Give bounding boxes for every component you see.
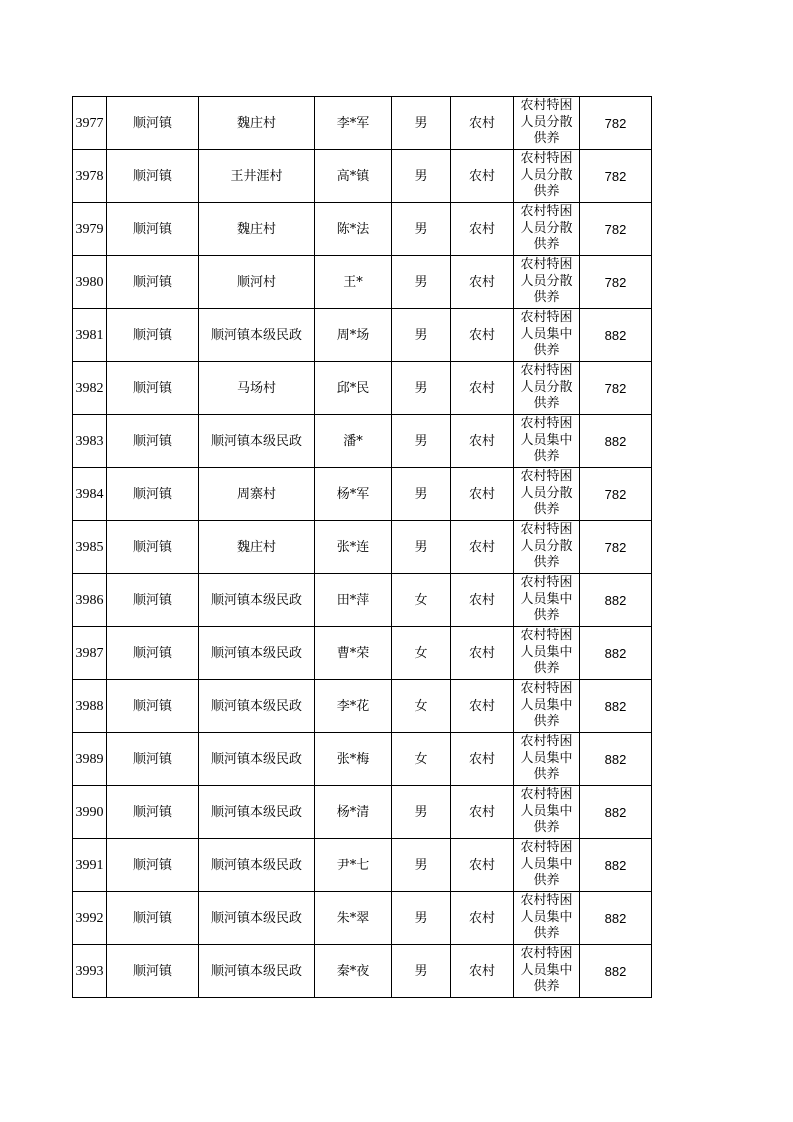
category-cell bbox=[514, 150, 580, 203]
category-line: 供养 bbox=[533, 820, 560, 835]
person-name-cell: 潘* bbox=[315, 415, 392, 468]
row-id-cell: 3981 bbox=[73, 309, 107, 362]
category-line: 供养 bbox=[533, 184, 560, 199]
area-type-cell: 农村 bbox=[451, 574, 514, 627]
category-line: 人员分散 bbox=[520, 379, 573, 395]
amount-cell: 882 bbox=[580, 892, 652, 945]
row-id-cell: 3977 bbox=[73, 97, 107, 150]
row-id-cell: 3991 bbox=[73, 839, 107, 892]
town-cell: 顺河镇 bbox=[107, 521, 199, 574]
category-cell bbox=[514, 574, 580, 627]
town-cell: 顺河镇 bbox=[107, 150, 199, 203]
amount-cell: 782 bbox=[580, 150, 652, 203]
category-line: 人员集中 bbox=[520, 326, 573, 342]
gender-cell: 女 bbox=[392, 733, 451, 786]
category-line: 农村特困 bbox=[520, 840, 573, 855]
town-cell: 顺河镇 bbox=[107, 309, 199, 362]
person-name-cell: 李*花 bbox=[315, 680, 392, 733]
category-line: 供养 bbox=[533, 131, 560, 146]
gender-cell: 男 bbox=[392, 150, 451, 203]
category-line: 农村特困 bbox=[520, 98, 573, 113]
area-type-cell: 农村 bbox=[451, 150, 514, 203]
village-cell: 顺河镇本级民政 bbox=[199, 309, 315, 362]
category-line: 农村特困 bbox=[520, 681, 573, 696]
amount-cell: 782 bbox=[580, 521, 652, 574]
amount-cell: 882 bbox=[580, 680, 652, 733]
category-line: 人员集中 bbox=[520, 962, 573, 978]
amount-cell: 882 bbox=[580, 415, 652, 468]
row-id-cell: 3993 bbox=[73, 945, 107, 998]
village-cell: 顺河镇本级民政 bbox=[199, 892, 315, 945]
category-line: 供养 bbox=[533, 555, 560, 570]
table-body bbox=[73, 97, 652, 998]
category-line: 供养 bbox=[533, 873, 560, 888]
row-id-cell: 3982 bbox=[73, 362, 107, 415]
amount-cell: 782 bbox=[580, 468, 652, 521]
table-row bbox=[73, 256, 652, 309]
table-row bbox=[73, 680, 652, 733]
beneficiary-table bbox=[72, 96, 652, 998]
person-name-cell: 杨*军 bbox=[315, 468, 392, 521]
row-id-cell: 3987 bbox=[73, 627, 107, 680]
gender-cell: 女 bbox=[392, 627, 451, 680]
category-line: 人员集中 bbox=[520, 432, 573, 448]
category-line: 农村特困 bbox=[520, 204, 573, 219]
table-row bbox=[73, 892, 652, 945]
gender-cell: 男 bbox=[392, 203, 451, 256]
town-cell: 顺河镇 bbox=[107, 627, 199, 680]
amount-cell: 882 bbox=[580, 945, 652, 998]
person-name-cell: 王* bbox=[315, 256, 392, 309]
row-id-cell: 3985 bbox=[73, 521, 107, 574]
category-line: 供养 bbox=[533, 449, 560, 464]
category-line: 人员集中 bbox=[520, 591, 573, 607]
town-cell: 顺河镇 bbox=[107, 839, 199, 892]
row-id-cell: 3978 bbox=[73, 150, 107, 203]
category-line: 人员分散 bbox=[520, 114, 573, 130]
person-name-cell: 田*萍 bbox=[315, 574, 392, 627]
person-name-cell: 曹*荣 bbox=[315, 627, 392, 680]
row-id-cell: 3992 bbox=[73, 892, 107, 945]
table-row bbox=[73, 203, 652, 256]
person-name-cell: 李*军 bbox=[315, 97, 392, 150]
row-id-cell: 3988 bbox=[73, 680, 107, 733]
category-line: 人员集中 bbox=[520, 856, 573, 872]
gender-cell: 男 bbox=[392, 839, 451, 892]
area-type-cell: 农村 bbox=[451, 415, 514, 468]
village-cell: 顺河镇本级民政 bbox=[199, 945, 315, 998]
town-cell: 顺河镇 bbox=[107, 680, 199, 733]
category-line: 农村特困 bbox=[520, 416, 573, 431]
village-cell: 顺河镇本级民政 bbox=[199, 627, 315, 680]
amount-cell: 882 bbox=[580, 733, 652, 786]
area-type-cell: 农村 bbox=[451, 256, 514, 309]
area-type-cell: 农村 bbox=[451, 203, 514, 256]
town-cell: 顺河镇 bbox=[107, 362, 199, 415]
category-line: 农村特困 bbox=[520, 363, 573, 378]
area-type-cell: 农村 bbox=[451, 362, 514, 415]
town-cell: 顺河镇 bbox=[107, 415, 199, 468]
town-cell: 顺河镇 bbox=[107, 733, 199, 786]
category-cell bbox=[514, 627, 580, 680]
category-line: 人员分散 bbox=[520, 538, 573, 554]
gender-cell: 女 bbox=[392, 574, 451, 627]
category-cell bbox=[514, 468, 580, 521]
category-cell bbox=[514, 362, 580, 415]
amount-cell: 882 bbox=[580, 627, 652, 680]
category-line: 农村特困 bbox=[520, 628, 573, 643]
category-cell bbox=[514, 256, 580, 309]
person-name-cell: 周*场 bbox=[315, 309, 392, 362]
area-type-cell: 农村 bbox=[451, 97, 514, 150]
person-name-cell: 朱*翠 bbox=[315, 892, 392, 945]
category-line: 人员集中 bbox=[520, 909, 573, 925]
category-cell bbox=[514, 521, 580, 574]
amount-cell: 782 bbox=[580, 203, 652, 256]
category-cell bbox=[514, 892, 580, 945]
category-cell bbox=[514, 786, 580, 839]
category-line: 人员分散 bbox=[520, 273, 573, 289]
row-id-cell: 3983 bbox=[73, 415, 107, 468]
person-name-cell: 尹*七 bbox=[315, 839, 392, 892]
village-cell: 顺河镇本级民政 bbox=[199, 839, 315, 892]
row-id-cell: 3986 bbox=[73, 574, 107, 627]
gender-cell: 男 bbox=[392, 786, 451, 839]
category-line: 农村特困 bbox=[520, 257, 573, 272]
person-name-cell: 秦*夜 bbox=[315, 945, 392, 998]
category-cell bbox=[514, 839, 580, 892]
village-cell: 顺河镇本级民政 bbox=[199, 733, 315, 786]
category-line: 人员分散 bbox=[520, 485, 573, 501]
category-cell bbox=[514, 680, 580, 733]
area-type-cell: 农村 bbox=[451, 786, 514, 839]
category-cell bbox=[514, 203, 580, 256]
category-line: 供养 bbox=[533, 714, 560, 729]
category-line: 农村特困 bbox=[520, 946, 573, 961]
town-cell: 顺河镇 bbox=[107, 574, 199, 627]
table-row bbox=[73, 839, 652, 892]
gender-cell: 男 bbox=[392, 415, 451, 468]
category-cell bbox=[514, 97, 580, 150]
person-name-cell: 邱*民 bbox=[315, 362, 392, 415]
category-line: 人员分散 bbox=[520, 167, 573, 183]
amount-cell: 782 bbox=[580, 256, 652, 309]
gender-cell: 男 bbox=[392, 468, 451, 521]
category-line: 人员集中 bbox=[520, 644, 573, 660]
town-cell: 顺河镇 bbox=[107, 203, 199, 256]
table-row bbox=[73, 362, 652, 415]
gender-cell: 男 bbox=[392, 362, 451, 415]
category-line: 农村特困 bbox=[520, 734, 573, 749]
amount-cell: 882 bbox=[580, 786, 652, 839]
category-line: 农村特困 bbox=[520, 151, 573, 166]
table-row bbox=[73, 415, 652, 468]
category-line: 人员分散 bbox=[520, 220, 573, 236]
town-cell: 顺河镇 bbox=[107, 945, 199, 998]
area-type-cell: 农村 bbox=[451, 733, 514, 786]
table-row bbox=[73, 945, 652, 998]
category-line: 供养 bbox=[533, 608, 560, 623]
table-row bbox=[73, 309, 652, 362]
amount-cell: 782 bbox=[580, 97, 652, 150]
row-id-cell: 3990 bbox=[73, 786, 107, 839]
town-cell: 顺河镇 bbox=[107, 468, 199, 521]
person-name-cell: 高*镇 bbox=[315, 150, 392, 203]
village-cell: 马场村 bbox=[199, 362, 315, 415]
gender-cell: 男 bbox=[392, 521, 451, 574]
amount-cell: 882 bbox=[580, 574, 652, 627]
village-cell: 魏庄村 bbox=[199, 521, 315, 574]
category-line: 供养 bbox=[533, 290, 560, 305]
area-type-cell: 农村 bbox=[451, 468, 514, 521]
gender-cell: 男 bbox=[392, 256, 451, 309]
village-cell: 魏庄村 bbox=[199, 203, 315, 256]
category-cell bbox=[514, 309, 580, 362]
table-row bbox=[73, 733, 652, 786]
category-line: 供养 bbox=[533, 237, 560, 252]
person-name-cell: 张*连 bbox=[315, 521, 392, 574]
area-type-cell: 农村 bbox=[451, 309, 514, 362]
category-line: 人员集中 bbox=[520, 750, 573, 766]
category-line: 农村特困 bbox=[520, 575, 573, 590]
category-cell bbox=[514, 415, 580, 468]
area-type-cell: 农村 bbox=[451, 521, 514, 574]
category-cell bbox=[514, 733, 580, 786]
person-name-cell: 陈*法 bbox=[315, 203, 392, 256]
village-cell: 顺河镇本级民政 bbox=[199, 680, 315, 733]
category-line: 供养 bbox=[533, 396, 560, 411]
amount-cell: 882 bbox=[580, 839, 652, 892]
table-row bbox=[73, 574, 652, 627]
village-cell: 顺河镇本级民政 bbox=[199, 574, 315, 627]
area-type-cell: 农村 bbox=[451, 839, 514, 892]
table-row bbox=[73, 627, 652, 680]
amount-cell: 882 bbox=[580, 309, 652, 362]
village-cell: 顺河镇本级民政 bbox=[199, 786, 315, 839]
table-row bbox=[73, 521, 652, 574]
village-cell: 王井涯村 bbox=[199, 150, 315, 203]
gender-cell: 男 bbox=[392, 97, 451, 150]
category-line: 供养 bbox=[533, 502, 560, 517]
row-id-cell: 3979 bbox=[73, 203, 107, 256]
village-cell: 顺河镇本级民政 bbox=[199, 415, 315, 468]
category-line: 农村特困 bbox=[520, 310, 573, 325]
town-cell: 顺河镇 bbox=[107, 97, 199, 150]
area-type-cell: 农村 bbox=[451, 892, 514, 945]
category-line: 供养 bbox=[533, 661, 560, 676]
area-type-cell: 农村 bbox=[451, 945, 514, 998]
category-line: 农村特困 bbox=[520, 787, 573, 802]
town-cell: 顺河镇 bbox=[107, 256, 199, 309]
table-row bbox=[73, 150, 652, 203]
row-id-cell: 3989 bbox=[73, 733, 107, 786]
area-type-cell: 农村 bbox=[451, 680, 514, 733]
town-cell: 顺河镇 bbox=[107, 786, 199, 839]
category-line: 供养 bbox=[533, 979, 560, 994]
table-row bbox=[73, 468, 652, 521]
row-id-cell: 3980 bbox=[73, 256, 107, 309]
area-type-cell: 农村 bbox=[451, 627, 514, 680]
category-line: 农村特困 bbox=[520, 469, 573, 484]
amount-cell: 782 bbox=[580, 362, 652, 415]
gender-cell: 女 bbox=[392, 680, 451, 733]
person-name-cell: 杨*清 bbox=[315, 786, 392, 839]
gender-cell: 男 bbox=[392, 892, 451, 945]
table-row bbox=[73, 786, 652, 839]
village-cell: 顺河村 bbox=[199, 256, 315, 309]
category-line: 人员集中 bbox=[520, 697, 573, 713]
category-line: 供养 bbox=[533, 767, 560, 782]
category-line: 供养 bbox=[533, 343, 560, 358]
gender-cell: 男 bbox=[392, 309, 451, 362]
village-cell: 魏庄村 bbox=[199, 97, 315, 150]
village-cell: 周寨村 bbox=[199, 468, 315, 521]
town-cell: 顺河镇 bbox=[107, 892, 199, 945]
category-line: 供养 bbox=[533, 926, 560, 941]
gender-cell: 男 bbox=[392, 945, 451, 998]
table-row bbox=[73, 97, 652, 150]
row-id-cell: 3984 bbox=[73, 468, 107, 521]
category-line: 农村特困 bbox=[520, 522, 573, 537]
category-line: 农村特困 bbox=[520, 893, 573, 908]
category-cell bbox=[514, 945, 580, 998]
person-name-cell: 张*梅 bbox=[315, 733, 392, 786]
category-line: 人员集中 bbox=[520, 803, 573, 819]
